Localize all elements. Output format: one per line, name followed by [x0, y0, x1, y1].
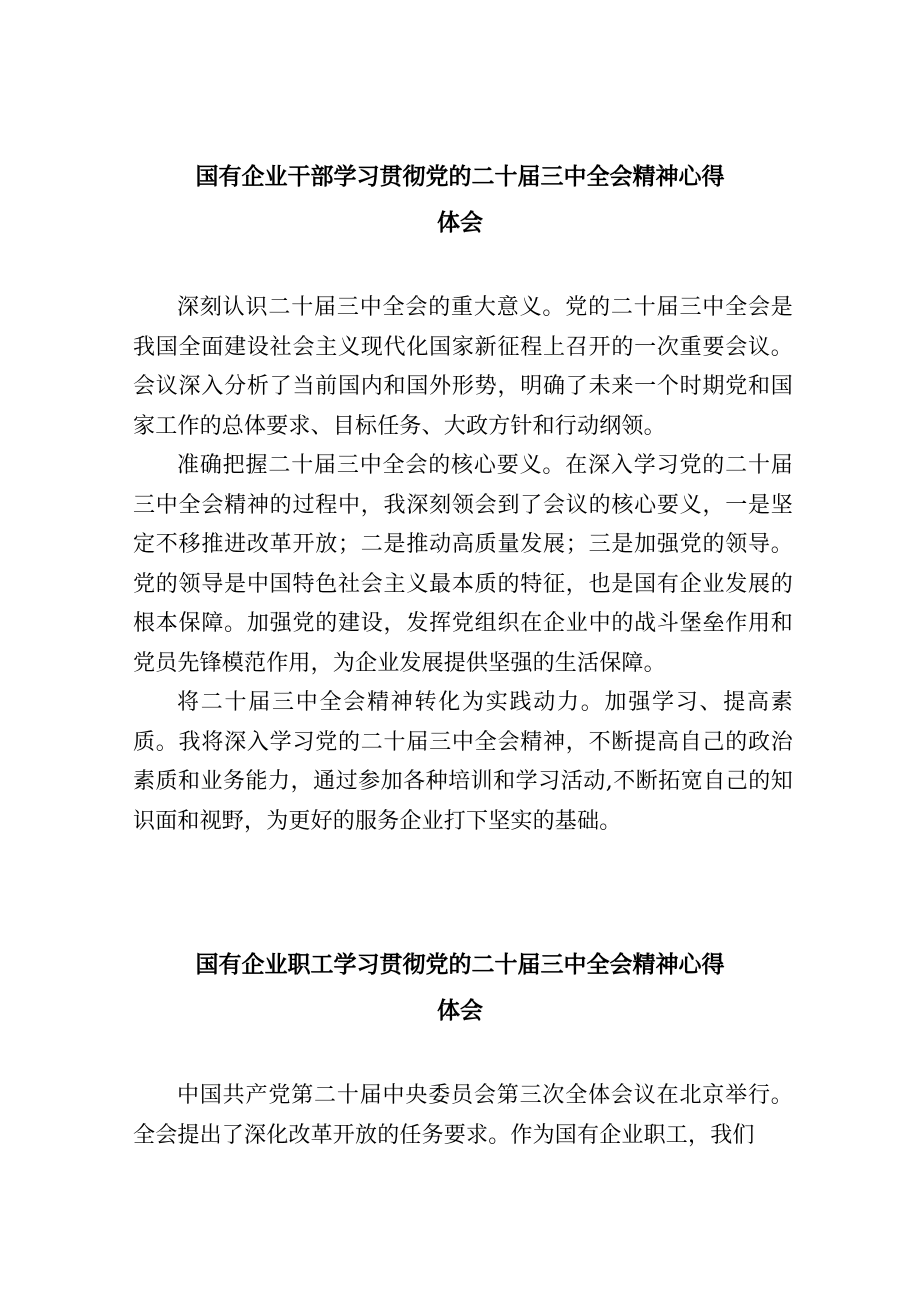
article-2-title-line-2: 体会	[437, 998, 483, 1024]
article-2-title	[0, 942, 920, 1034]
article-1-paragraph-3: 将二十届三中全会精神转化为实践动力。加强学习、提高素质。我将深入学习党的二十届三中全会精神，不断提高自己的政治素质和业务能力，通过参加各种培训和学习活动,不断拓宽自己的知识面和视野，为更好的服务企业打下坚实的基础。	[133, 690, 793, 834]
article-1-title-line-1: 国有企业干部学习贯彻党的二十届三中全会精神心得	[195, 164, 725, 190]
article-2-body	[133, 1076, 793, 1155]
article-1-paragraph-1: 深刻认识二十届三中全会的重大意义。党的二十届三中全会是我国全面建设社会主义现代化国家新征程上召开的一次重要会议。会议深入分析了当前国内和国外形势，明确了未来一个时期党和国家工作的总体要求、目标任务、大政方针和行动纲领。	[133, 295, 793, 439]
article-1-paragraph-2: 准确把握二十届三中全会的核心要义。在深入学习党的二十届三中全会精神的过程中，我深刻领会到了会议的核心要义，一是坚定不移推进改革开放；二是推动高质量发展；三是加强党的领导。党的领导是中国特色社会主义最本质的特征，也是国有企业发展的根本保障。加强党的建设，发挥党组织在企业中的战斗堡垒作用和党员先锋模范作用，为企业发展提供坚强的生活保障。	[133, 453, 793, 676]
article-2-paragraph-1: 中国共产党第二十届中央委员会第三次全体会议在北京举行。全会提出了深化改革开放的任务要求。作为国有企业职工，我们	[133, 1083, 793, 1148]
article-1-title	[0, 154, 920, 246]
article-1-title-line-2: 体会	[437, 210, 483, 236]
article-2-title-line-1: 国有企业职工学习贯彻党的二十届三中全会精神心得	[195, 952, 725, 978]
article-1-body	[133, 288, 793, 841]
